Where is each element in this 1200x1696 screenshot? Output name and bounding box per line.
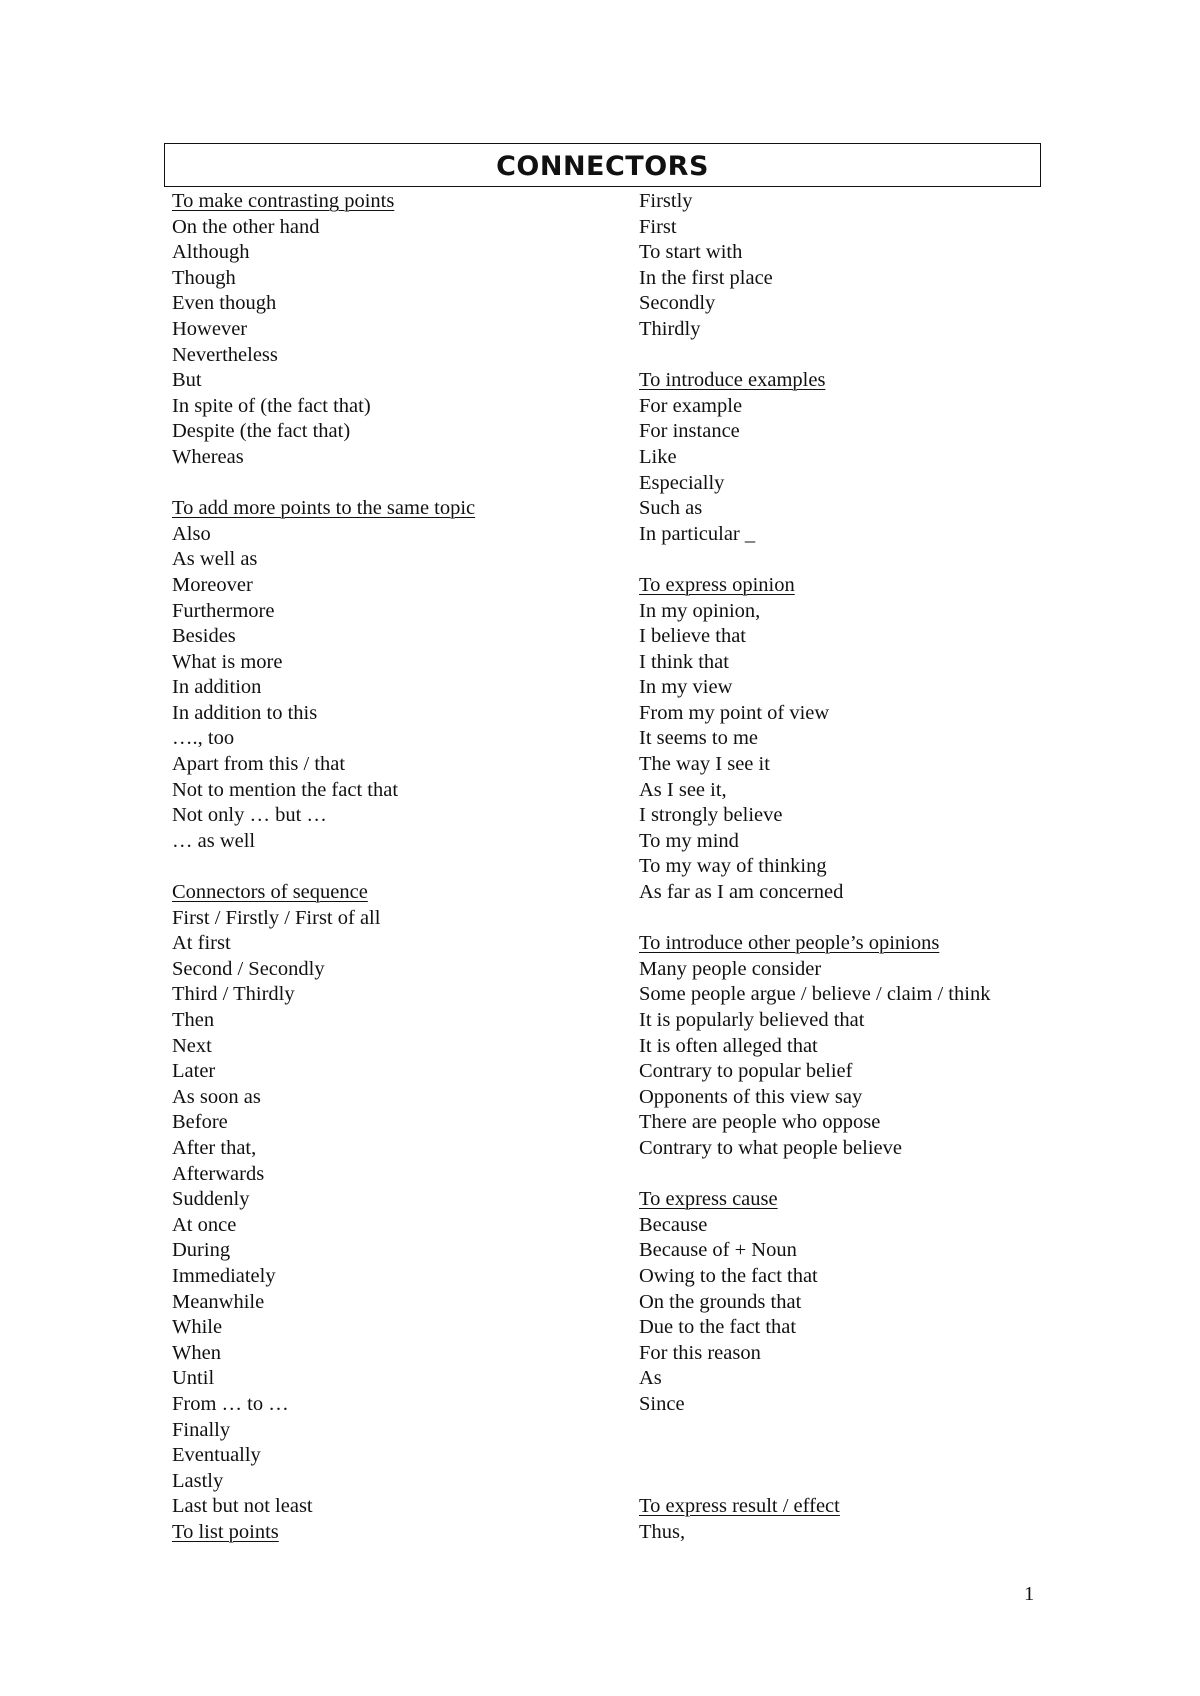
list-item: I strongly believe — [639, 804, 783, 827]
list-item: Despite (the fact that) — [172, 420, 351, 443]
list-item: Contrary to popular belief — [639, 1060, 853, 1083]
list-item: Some people argue / believe / claim / think — [639, 983, 991, 1006]
title-box — [164, 143, 1041, 187]
list-item: Especially — [639, 471, 725, 494]
list-item: It is often alleged that — [639, 1034, 818, 1057]
list-item: Thirdly — [639, 317, 701, 340]
list-item: Furthermore — [172, 599, 275, 622]
list-item: For instance — [639, 420, 740, 443]
list-item: Lastly — [172, 1469, 224, 1492]
list-item: First / Firstly / First of all — [172, 906, 381, 929]
list-item: As — [639, 1367, 662, 1390]
blank-line — [172, 854, 642, 880]
list-item: I believe that — [639, 625, 747, 648]
list-item: Immediately — [172, 1264, 276, 1287]
list-item: … as well — [172, 829, 256, 852]
list-item: Second / Secondly — [172, 957, 325, 980]
list-item: Last but not least — [172, 1495, 313, 1518]
blank-line — [639, 343, 1109, 369]
list-item: Many people consider — [639, 957, 822, 980]
list-item: Firstly — [639, 190, 693, 212]
list-item: It is popularly believed that — [639, 1009, 865, 1031]
list-item: At first — [172, 932, 231, 955]
list-item: Since — [639, 1392, 685, 1415]
section-heading: To introduce examples — [639, 369, 826, 392]
list-item: First — [639, 215, 677, 238]
right-column — [639, 189, 1109, 1545]
list-item: Secondly — [639, 292, 716, 315]
section-heading: To list points — [172, 1520, 279, 1543]
list-item: In addition to this — [172, 701, 318, 724]
list-item: In particular _ — [639, 522, 756, 545]
list-item: Although — [172, 241, 250, 264]
list-item: Then — [172, 1009, 215, 1031]
list-item: However — [172, 317, 248, 340]
list-item: While — [172, 1316, 223, 1339]
list-item: At once — [172, 1213, 237, 1236]
section-heading: To introduce other people’s opinions — [639, 932, 940, 955]
list-item: On the other hand — [172, 215, 320, 238]
list-item: Finally — [172, 1418, 231, 1441]
blank-line — [639, 547, 1109, 573]
list-item: Before — [172, 1111, 228, 1134]
list-item: Eventually — [172, 1444, 261, 1467]
list-item: Moreover — [172, 573, 253, 596]
section-heading: To express opinion — [639, 573, 795, 596]
list-item: For this reason — [639, 1341, 761, 1364]
list-item: On the grounds that — [639, 1290, 802, 1313]
list-item: Apart from this / that — [172, 753, 346, 776]
list-item: Due to the fact that — [639, 1316, 797, 1339]
list-item: Like — [639, 445, 677, 468]
list-item: In my opinion, — [639, 599, 761, 622]
list-item: Afterwards — [172, 1162, 265, 1185]
list-item: The way I see it — [639, 753, 770, 776]
section-heading: To make contrasting points — [172, 190, 395, 212]
list-item: What is more — [172, 650, 283, 673]
list-item: Whereas — [172, 445, 244, 468]
list-item: Also — [172, 522, 211, 545]
list-item: Later — [172, 1060, 216, 1083]
list-item: Not only … but … — [172, 804, 327, 827]
list-item: From … to … — [172, 1392, 289, 1415]
list-item: Thus, — [639, 1520, 686, 1543]
list-item: For example — [639, 394, 743, 417]
list-item: Besides — [172, 625, 236, 648]
blank-line — [639, 1162, 1109, 1188]
list-item: Until — [172, 1367, 215, 1390]
list-item: Opponents of this view say — [639, 1085, 863, 1108]
list-item: As far as I am concerned — [639, 881, 844, 904]
blank-line — [172, 471, 642, 497]
list-item: Not to mention the fact that — [172, 778, 399, 801]
list-item: To start with — [639, 241, 743, 264]
list-item: After that, — [172, 1136, 257, 1159]
list-item: There are people who oppose — [639, 1111, 881, 1134]
list-item: Though — [172, 266, 236, 289]
list-item: During — [172, 1239, 231, 1262]
list-item: Because of + Noun — [639, 1239, 797, 1262]
list-item: …., too — [172, 727, 235, 750]
blank-line — [639, 906, 1109, 932]
list-item: In the first place — [639, 266, 773, 289]
list-item: But — [172, 369, 202, 392]
page-number: 1 — [1024, 1583, 1035, 1605]
list-item: To my way of thinking — [639, 855, 827, 878]
list-item: Contrary to what people believe — [639, 1136, 902, 1159]
blank-line — [639, 1443, 1109, 1469]
list-item: As I see it, — [639, 778, 727, 801]
list-item: Suddenly — [172, 1188, 250, 1211]
list-item: In spite of (the fact that) — [172, 394, 371, 417]
blank-line — [639, 1418, 1109, 1444]
list-item: Next — [172, 1034, 212, 1057]
list-item: Third / Thirdly — [172, 983, 295, 1006]
list-item: Such as — [639, 497, 703, 520]
list-item: I think that — [639, 650, 729, 673]
list-item: Even though — [172, 292, 277, 315]
list-item: It seems to me — [639, 727, 758, 750]
list-item: To my mind — [639, 829, 739, 852]
list-item: When — [172, 1341, 221, 1364]
section-heading: To add more points to the same topic — [172, 497, 476, 520]
list-item: Nevertheless — [172, 343, 278, 366]
list-item: As soon as — [172, 1085, 261, 1108]
list-item: In addition — [172, 676, 262, 699]
list-item: Meanwhile — [172, 1290, 265, 1313]
left-column — [172, 189, 642, 1545]
page-title: CONNECTORS — [496, 150, 709, 182]
list-item: Because — [639, 1213, 708, 1236]
blank-line — [639, 1469, 1109, 1495]
list-item: From my point of view — [639, 701, 830, 724]
section-heading: To express result / effect — [639, 1495, 840, 1518]
section-heading: To express cause — [639, 1188, 778, 1211]
list-item: Owing to the fact that — [639, 1264, 818, 1287]
section-heading: Connectors of sequence — [172, 881, 368, 904]
list-item: As well as — [172, 548, 258, 571]
list-item: In my view — [639, 676, 733, 699]
